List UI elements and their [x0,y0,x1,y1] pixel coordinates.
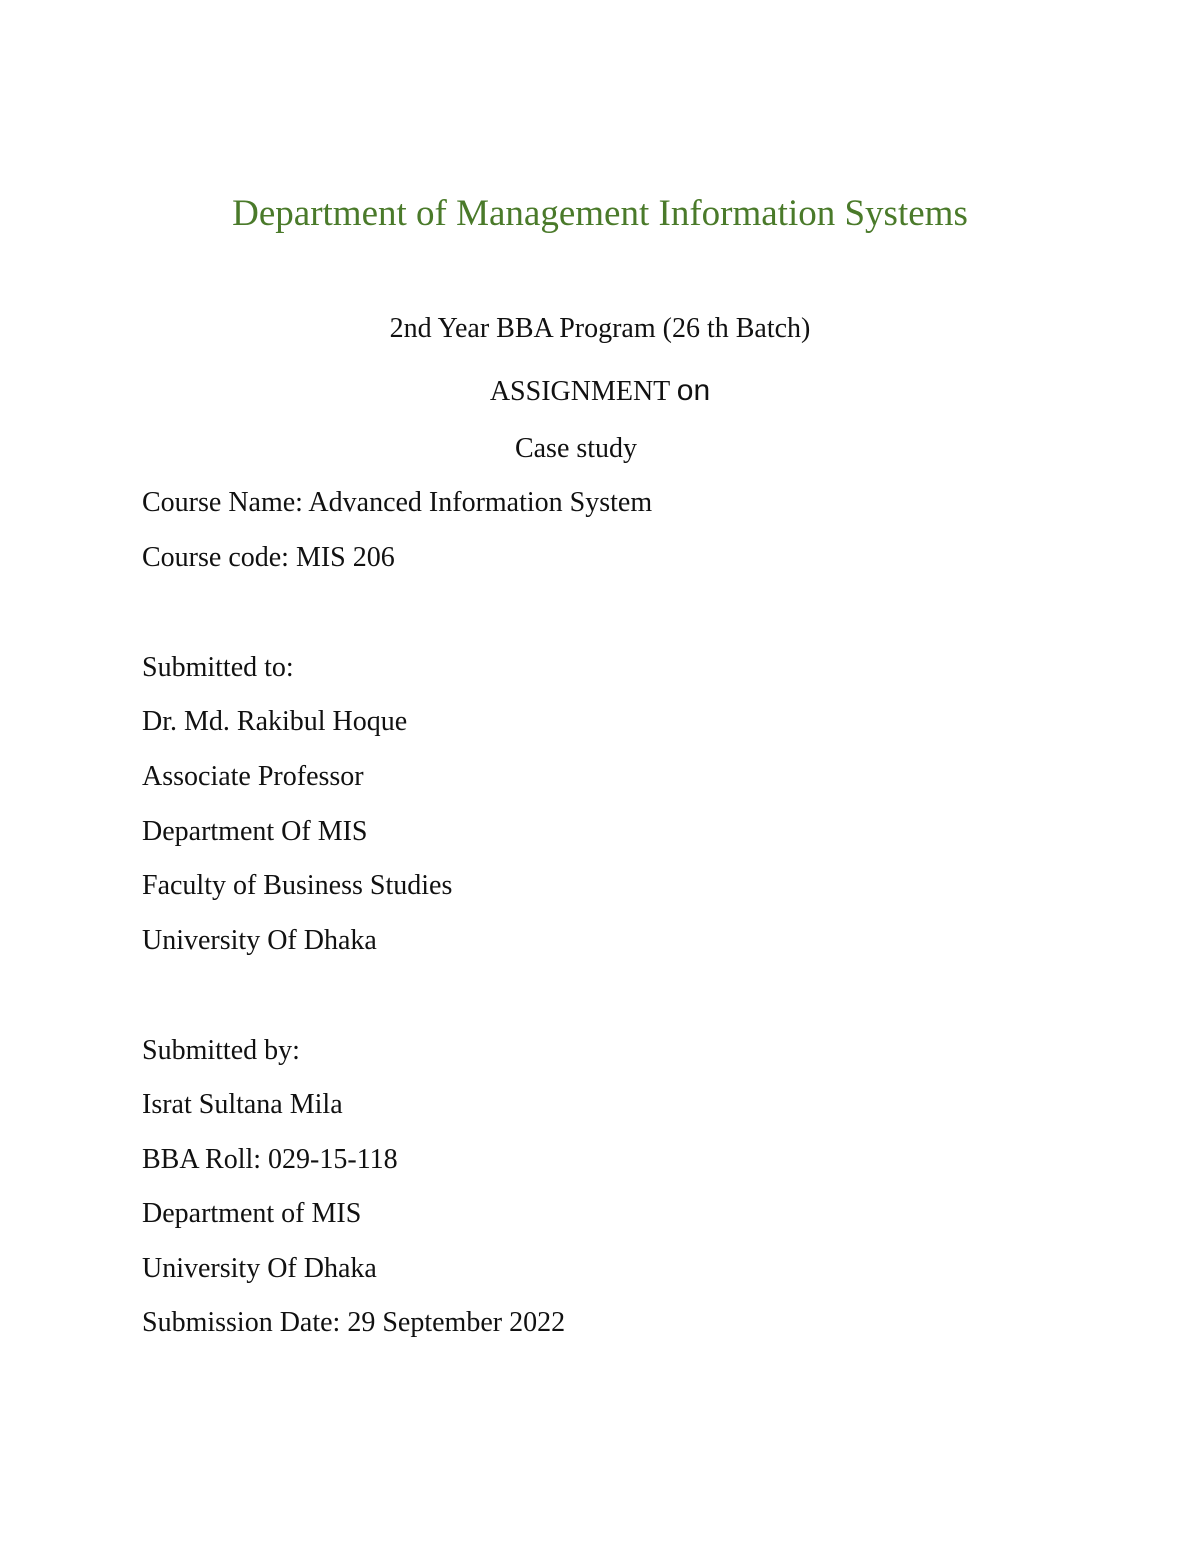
assignment-label: ASSIGNMENT [489,376,670,407]
assignment-on-word: on [676,374,711,407]
department-title [0,192,1200,236]
assignment-heading [0,374,1200,409]
supervisor-university: University Of Dhaka [142,925,377,956]
course-name: Course Name: Advanced Information System [142,487,653,518]
submitted-to-heading: Submitted to: [142,652,294,683]
supervisor-designation: Associate Professor [142,761,364,792]
supervisor-name: Dr. Md. Rakibul Hoque [142,706,408,737]
student-roll: BBA Roll: 029-15-118 [142,1144,398,1175]
student-department: Department of MIS [142,1198,362,1229]
program-line: 2nd Year BBA Program (26 th Batch) [389,313,811,344]
submitted-by-heading: Submitted by: [142,1035,300,1066]
assignment-topic: Case study [514,433,638,464]
supervisor-department: Department Of MIS [142,816,368,847]
student-name: Israt Sultana Mila [142,1089,343,1120]
course-code: Course code: MIS 206 [142,542,395,573]
submission-date: Submission Date: 29 September 2022 [142,1307,566,1338]
student-university: University Of Dhaka [142,1253,377,1284]
department-title-text: Department of Management Information Systems [232,193,968,234]
supervisor-faculty: Faculty of Business Studies [142,870,453,901]
